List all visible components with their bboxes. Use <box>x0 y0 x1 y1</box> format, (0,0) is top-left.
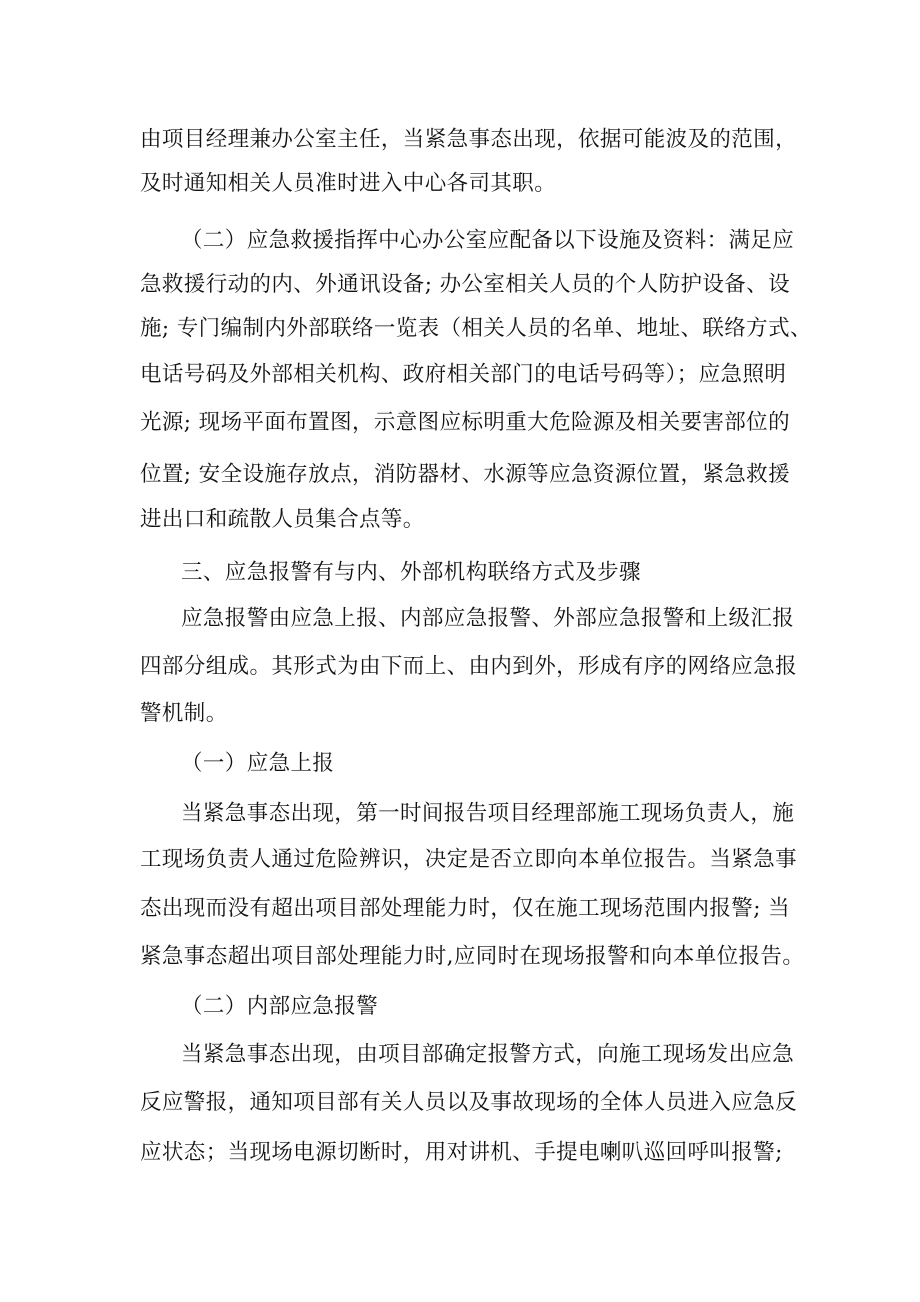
text-line: 紧急事态超出项目部处理能力时,应同时在现场报警和向本单位报告。 <box>140 944 805 969</box>
text-line: 当紧急事态出现，第一时间报告项目经理部施工现场负责人，施 <box>181 801 795 826</box>
text-line: 应急报警由应急上报、内部应急报警、外部应急报警和上级汇报 <box>181 606 795 631</box>
text-line: 急救援行动的内、外通讯设备; 办公室相关人员的个人防护设备、设 <box>140 272 790 297</box>
text-line: 电话号码及外部相关机构、政府相关部门的电话号码等）；应急照明 <box>140 362 787 387</box>
text-line: 进出口和疏散人员集合点等。 <box>140 507 425 532</box>
text-line: （二）应急救援指挥中心办公室应配备以下设施及资料：满足应 <box>181 228 795 253</box>
text-line: 警机制。 <box>140 701 228 726</box>
text-line: 当紧急事态出现，由项目部确定报警方式，向施工现场发出应急 <box>181 1042 795 1067</box>
text-line: 工现场负责人通过危险辨识，决定是否立即向本单位报告。当紧急事 <box>140 847 798 872</box>
text-line: 反应警报，通知项目部有关人员以及事故现场的全体人员进入应急反 <box>140 1090 798 1115</box>
text-line: 四部分组成。其形式为由下而上、由内到外，形成有序的网络应急报 <box>140 654 798 679</box>
text-line: 应状态；当现场电源切断时，用对讲机、手提电喇叭巡回呼叫报警; <box>140 1140 783 1165</box>
text-line: 由项目经理兼办公室主任，当紧急事态出现，依据可能波及的范围， <box>140 127 798 152</box>
subsection-heading: （一）应急上报 <box>181 751 335 776</box>
text-line: 及时通知相关人员准时进入中心各司其职。 <box>140 171 557 196</box>
text-line: 光源; 现场平面布置图，示意图应标明重大危险源及相关要害部位的 <box>140 410 790 435</box>
section-heading: 三、应急报警有与内、外部机构联络方式及步骤 <box>181 560 641 585</box>
text-line: 位置; 安全设施存放点，消防器材、水源等应急资源位置，紧急救援 <box>140 462 790 487</box>
text-line: 态出现而没有超出项目部处理能力时，仅在施工现场范围内报警; 当 <box>140 896 790 921</box>
text-line: 施; 专门编制内外部联络一览表（相关人员的名单、地址、联络方式、 <box>140 316 812 341</box>
subsection-heading: （二）内部应急报警 <box>181 994 379 1019</box>
